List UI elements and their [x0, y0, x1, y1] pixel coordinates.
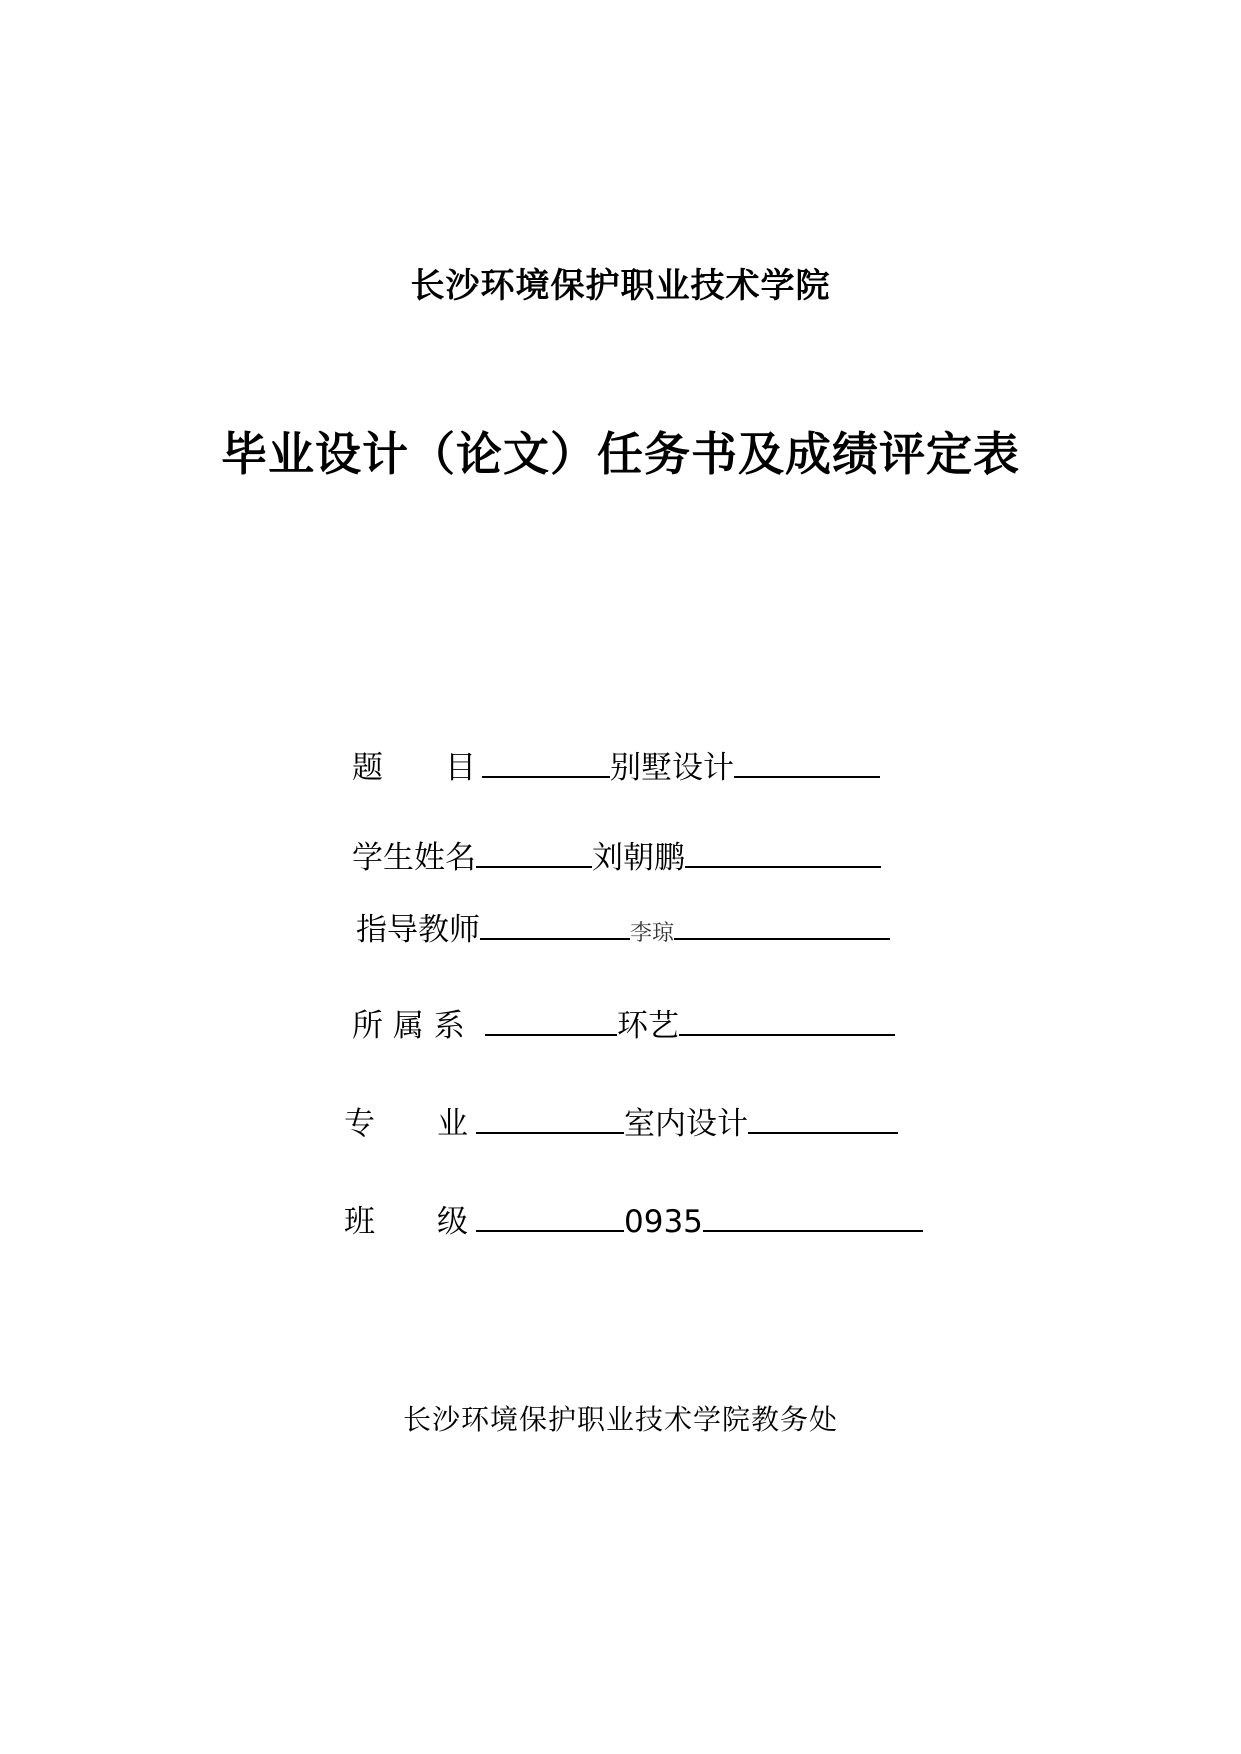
field-department-line-before	[485, 1004, 617, 1036]
field-topic-line-after	[734, 746, 880, 778]
field-advisor-line-before	[480, 908, 630, 940]
field-class-label: 班 级	[344, 1204, 468, 1240]
field-student-name-line-after	[685, 836, 881, 868]
field-topic-line-before	[482, 746, 610, 778]
field-department-label: 所 属 系	[352, 1008, 465, 1044]
field-student-name-value: 刘朝鹏	[592, 840, 685, 876]
field-advisor-value: 李琼	[630, 921, 675, 946]
field-department-value: 环艺	[617, 1008, 679, 1044]
field-class-value: 0935	[624, 1204, 703, 1240]
field-student-name-line-before	[476, 836, 592, 868]
field-advisor-line-after	[674, 908, 890, 940]
field-student-name	[352, 836, 881, 878]
institution-name: 长沙环境保护职业技术学院	[410, 266, 831, 306]
field-class-line-before	[476, 1200, 624, 1232]
issuer-footer: 长沙环境保护职业技术学院教务处	[402, 1403, 838, 1436]
field-class	[344, 1200, 923, 1242]
document-title: 毕业设计（论文）任务书及成绩评定表	[221, 427, 1020, 481]
field-advisor-label: 指导教师	[356, 912, 480, 948]
field-major-label: 专 业	[344, 1106, 468, 1142]
field-student-name-label: 学生姓名	[352, 840, 476, 876]
field-advisor	[356, 908, 890, 954]
field-department	[352, 1004, 895, 1046]
field-topic	[352, 746, 880, 788]
field-class-line-after	[703, 1200, 923, 1232]
field-department-line-after	[679, 1004, 895, 1036]
field-major-line-after	[748, 1102, 898, 1134]
field-topic-value: 别墅设计	[610, 750, 734, 786]
field-major-value: 室内设计	[624, 1106, 748, 1142]
field-major-line-before	[476, 1102, 624, 1134]
field-topic-label: 题 目	[352, 750, 476, 786]
field-major	[344, 1102, 898, 1144]
